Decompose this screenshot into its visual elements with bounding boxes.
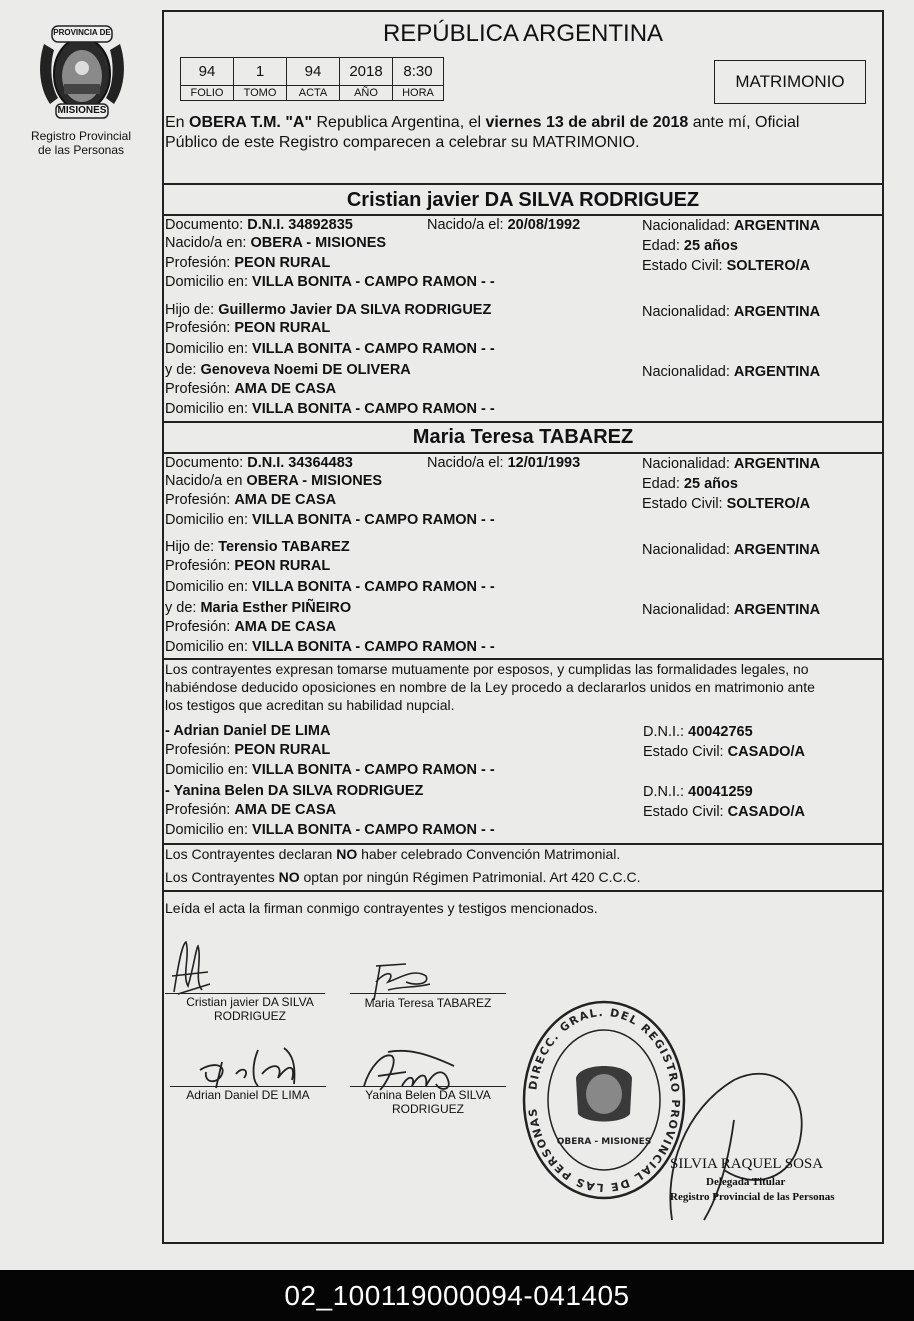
divider <box>162 890 884 892</box>
label: Profesión: <box>165 558 235 574</box>
logo-shield-bottom-text: MISIONES <box>57 105 107 116</box>
seal-bottom-text: OBERA - MISIONES <box>556 1137 652 1147</box>
bride-father-profession <box>165 557 330 575</box>
closing-statement: Leída el acta la firman conmigo contrayentes y testigos mencionados. <box>165 900 598 916</box>
bride-signature-label: Maria Teresa TABAREZ <box>364 996 492 1010</box>
label: Estado Civil: <box>642 258 727 274</box>
folio-value: 94 <box>181 58 234 86</box>
label: D.N.I.: <box>643 784 689 800</box>
hour-value: 8:30 <box>393 58 444 86</box>
value: VILLA BONITA - CAMPO RAMON - - <box>252 401 495 417</box>
groom-signature-line <box>165 993 325 994</box>
witness2-dni <box>643 783 753 801</box>
acta-value: 94 <box>287 58 340 86</box>
bride-nationality <box>642 455 820 473</box>
label: Domicilio en: <box>165 579 253 595</box>
tomo-value: 1 <box>234 58 287 86</box>
logo-caption-line2: de las Personas <box>37 143 125 157</box>
bride-document <box>165 454 353 472</box>
label: Profesión: <box>165 255 235 271</box>
groom-mother-nationality <box>642 363 820 381</box>
label: Hijo de: <box>165 539 219 555</box>
witness1-dni <box>643 723 753 741</box>
declaration-line3: los testigos que acreditan su habilidad nupcial. <box>165 697 455 713</box>
bride-address <box>165 511 495 529</box>
groom-age <box>642 237 738 255</box>
label: Nacionalidad: <box>642 602 734 618</box>
value: AMA DE CASA <box>234 381 337 397</box>
value: D.N.I. 34364483 <box>247 455 353 471</box>
acta-label: ACTA <box>287 86 340 101</box>
label: Profesión: <box>165 619 235 635</box>
value: VILLA BONITA - CAMPO RAMON - - <box>252 274 495 290</box>
intro-line2: Público de este Registro comparecen a celebrar su MATRIMONIO. <box>165 134 640 151</box>
bride-mother-profession <box>165 618 336 636</box>
label: Nacido/a el: <box>427 217 508 233</box>
bride-birthdate <box>427 454 580 472</box>
value: CASADO/A <box>727 744 805 760</box>
value: SOLTERO/A <box>726 496 811 512</box>
year-label: AÑO <box>340 86 393 101</box>
witness1-name <box>165 722 330 740</box>
official-name: SILVIA RAQUEL SOSA <box>670 1156 824 1172</box>
label: Nacionalidad: <box>642 304 734 320</box>
logo-shield-top-text: PROVINCIA DE <box>53 28 111 37</box>
intro-line1 <box>165 114 799 132</box>
folio-label: FOLIO <box>181 86 234 101</box>
label: Profesión: <box>165 742 235 758</box>
value: PEON RURAL <box>234 558 331 574</box>
label: Estado Civil: <box>643 804 728 820</box>
bride-mother-nationality <box>642 601 820 619</box>
official-organization: Registro Provincial de las Personas <box>670 1191 835 1203</box>
label: Nacido/a en: <box>165 235 251 251</box>
label: Profesión: <box>165 802 235 818</box>
label: Profesión: <box>165 492 235 508</box>
line: Yanina Belen DA SILVA <box>365 1088 491 1102</box>
label: Domicilio en: <box>165 401 253 417</box>
bride-birthplace <box>165 472 382 490</box>
label: Documento: <box>165 217 248 233</box>
label: D.N.I.: <box>643 724 689 740</box>
label: Nacionalidad: <box>642 218 734 234</box>
bride-father <box>165 538 350 556</box>
value: VILLA BONITA - CAMPO RAMON - - <box>252 639 495 655</box>
value: - Yanina Belen DA SILVA RODRIGUEZ <box>165 783 424 799</box>
groom-name: Cristian javier DA SILVA RODRIGUEZ <box>346 189 700 211</box>
text: optan por ningún Régimen Patrimonial. Art 420 C.C.C. <box>299 869 641 885</box>
province-logo <box>30 24 134 124</box>
witness2-address <box>165 821 495 839</box>
witness2-civil-status <box>643 803 805 821</box>
groom-mother <box>165 361 411 379</box>
value: OBERA - MISIONES <box>250 235 387 251</box>
label: Nacionalidad: <box>642 456 734 472</box>
label: y de: <box>165 362 201 378</box>
label: Nacido/a el: <box>427 455 508 471</box>
bride-name: Maria Teresa TABAREZ <box>412 426 634 448</box>
witness2-profession <box>165 801 336 819</box>
bride-age <box>642 475 738 493</box>
label: Estado Civil: <box>643 744 728 760</box>
intro-text-c: ante mí, Oficial <box>688 114 800 131</box>
groom-signature-label <box>160 995 340 1023</box>
value: AMA DE CASA <box>234 619 337 635</box>
text: Los Contrayentes declaran <box>165 846 337 862</box>
clause-regime <box>165 868 640 886</box>
label: Profesión: <box>165 381 235 397</box>
value: PEON RURAL <box>234 255 331 271</box>
value: Guillermo Javier DA SILVA RODRIGUEZ <box>218 302 492 318</box>
groom-birthplace <box>165 234 386 252</box>
value: 25 años <box>683 476 738 492</box>
value: 12/01/1993 <box>507 455 581 471</box>
label: Domicilio en: <box>165 341 253 357</box>
value: Maria Esther PIÑEIRO <box>200 600 352 616</box>
witness1-signature-scribble <box>192 1044 310 1092</box>
value: VILLA BONITA - CAMPO RAMON - - <box>252 512 495 528</box>
value: PEON RURAL <box>234 320 331 336</box>
value: SOLTERO/A <box>726 258 811 274</box>
value: AMA DE CASA <box>234 492 337 508</box>
line: Cristian javier DA SILVA <box>186 995 314 1009</box>
groom-profession <box>165 254 330 272</box>
witness1-signature-label: Adrian Daniel DE LIMA <box>186 1088 310 1102</box>
witness1-civil-status <box>643 743 805 761</box>
value: VILLA BONITA - CAMPO RAMON - - <box>252 341 495 357</box>
clause-convention <box>165 845 620 863</box>
emphasis: NO <box>278 869 300 885</box>
line: RODRIGUEZ <box>214 1009 286 1023</box>
hour-label: HORA <box>393 86 444 101</box>
value: AMA DE CASA <box>234 802 337 818</box>
label: y de: <box>165 600 201 616</box>
value: ARGENTINA <box>733 364 821 380</box>
witness1-address <box>165 761 495 779</box>
value: ARGENTINA <box>733 542 821 558</box>
label: Hijo de: <box>165 302 219 318</box>
groom-mother-address <box>165 400 495 418</box>
value: PEON RURAL <box>234 742 331 758</box>
label: Edad: <box>642 476 684 492</box>
line: RODRIGUEZ <box>392 1102 464 1116</box>
witness2-signature-label <box>348 1088 508 1116</box>
value: 20/08/1992 <box>507 217 581 233</box>
official-title: Delegada Titular <box>706 1176 786 1188</box>
label: Domicilio en: <box>165 822 253 838</box>
groom-civil-status <box>642 257 810 275</box>
label: Nacionalidad: <box>642 364 734 380</box>
value: 40042765 <box>688 724 753 740</box>
groom-mother-profession <box>165 380 336 398</box>
intro-text-b: Republica Argentina, el <box>312 114 486 131</box>
emphasis: NO <box>336 846 358 862</box>
groom-father-profession <box>165 319 330 337</box>
label: Documento: <box>165 455 248 471</box>
value: D.N.I. 34892835 <box>247 217 353 233</box>
groom-nationality <box>642 217 820 235</box>
year-value: 2018 <box>340 58 393 86</box>
label: Domicilio en: <box>165 639 253 655</box>
value: VILLA BONITA - CAMPO RAMON - - <box>252 579 495 595</box>
label: Profesión: <box>165 320 235 336</box>
seal-ring-text: DIRECC. GRAL. DEL REGISTRO PROVINCIAL DE LAS PERSONAS <box>526 1005 683 1195</box>
label: Nacionalidad: <box>642 542 734 558</box>
label: Domicilio en: <box>165 762 253 778</box>
value: ARGENTINA <box>733 218 821 234</box>
label: Domicilio en: <box>165 274 253 290</box>
groom-document <box>165 216 353 234</box>
document-code-footer: 02_100119000094-041405 <box>0 1270 914 1321</box>
divider <box>162 183 884 185</box>
tomo-label: TOMO <box>234 86 287 101</box>
value: - Adrian Daniel DE LIMA <box>165 723 331 739</box>
label: Domicilio en: <box>165 512 253 528</box>
witness1-profession <box>165 741 330 759</box>
value: 25 años <box>683 238 738 254</box>
bride-mother <box>165 599 351 617</box>
groom-father <box>165 301 491 319</box>
value: 40041259 <box>688 784 753 800</box>
intro-date: viernes 13 de abril de 2018 <box>485 114 689 131</box>
value: VILLA BONITA - CAMPO RAMON - - <box>252 822 495 838</box>
value: Terensio TABAREZ <box>218 539 350 555</box>
groom-signature-scribble <box>168 936 214 998</box>
value: CASADO/A <box>727 804 805 820</box>
bride-father-nationality <box>642 541 820 559</box>
logo-caption-line1: Registro Provincial <box>30 129 132 143</box>
value: OBERA - MISIONES <box>246 473 383 489</box>
groom-birthdate <box>427 216 580 234</box>
bride-signature-line <box>350 993 506 994</box>
witness2-name <box>165 782 423 800</box>
bride-father-address <box>165 578 495 596</box>
value: VILLA BONITA - CAMPO RAMON - - <box>252 762 495 778</box>
groom-address <box>165 273 495 291</box>
act-type-label: MATRIMONIO <box>735 72 845 91</box>
value: ARGENTINA <box>733 602 821 618</box>
bride-civil-status <box>642 495 810 513</box>
text: haber celebrado Convención Matrimonial. <box>357 846 621 862</box>
label: Estado Civil: <box>642 496 727 512</box>
label: Edad: <box>642 238 684 254</box>
folio-table <box>180 57 444 101</box>
witness1-signature-line <box>170 1086 326 1087</box>
groom-father-nationality <box>642 303 820 321</box>
document-title: REPÚBLICA ARGENTINA <box>382 20 664 47</box>
intro-text-a: En <box>165 114 190 131</box>
declaration-line1: Los contrayentes expresan tomarse mutuamente por esposos, y cumplidas las formalidades legales, no <box>165 661 809 677</box>
bride-profession <box>165 491 336 509</box>
declaration-line2: habiéndose deducido oposiciones en nombre de la Ley procedo a declararlos unidos en matrimonio ante <box>165 679 815 695</box>
act-type-box <box>714 60 866 104</box>
bride-mother-address <box>165 638 495 656</box>
intro-place: OBERA T.M. "A" <box>189 114 313 131</box>
divider <box>162 421 884 423</box>
text: Los Contrayentes <box>165 869 279 885</box>
witness2-signature-line <box>350 1086 506 1087</box>
value: Genoveva Noemi DE OLIVERA <box>200 362 411 378</box>
label: Nacido/a en <box>165 473 247 489</box>
groom-father-address <box>165 340 495 358</box>
value: ARGENTINA <box>733 304 821 320</box>
value: ARGENTINA <box>733 456 821 472</box>
